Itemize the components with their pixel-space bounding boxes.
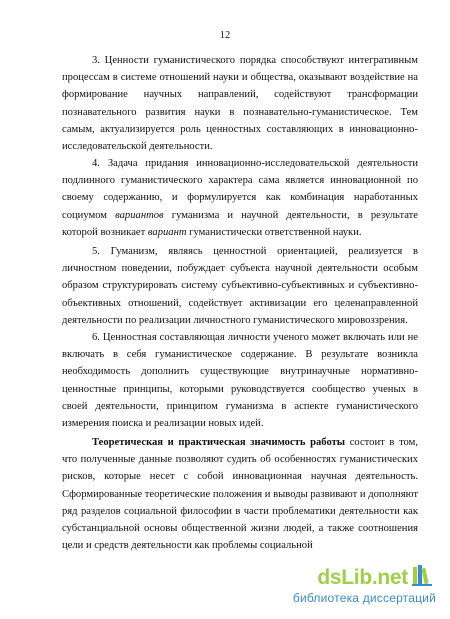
watermark-name: dsLib.net: [317, 565, 408, 589]
page-number: 12: [219, 30, 231, 41]
paragraph-4-italic-variant: вариант: [147, 226, 187, 238]
book-stack-icon: [410, 562, 436, 593]
paragraph-4-italic-variants: вариантов: [115, 209, 164, 221]
significance-text: состоит в том, что полученные данные позволяют судить об особенностях гуманистических рисков, которые несет с собой инновационная научная деятельность. Сформированные теоретические положения и выводы развивают и дополняют ряд разделов социальной философии в части проблематики деятельности как субстанциальной основы общественной жизни людей, а также соотношения цели и средств деятельности как проблемы социальной: [62, 437, 418, 552]
paragraph-4-part-c: гуманизма и научной деятельности, в результате которой возникает: [62, 209, 418, 238]
paragraph-5: 5. Гуманизм, являясь ценностной ориентацией, реализуется в личностном поведении, побуждает субъекта научной деятельности особым образом структурировать систему субъективно-субъективных и субъективно-объективных отношений, содействует активизации его целенаправленной деятельности по реализации личностного гуманистического мировоззрения.: [62, 246, 418, 326]
paragraph-6: 6. Ценностная составляющая личности ученого может включать или не включать в себя гуманистическое содержание. В результате возникла необходимость дополнить существующие внутринаучные нормативно-ценностные принципы, которыми руководствуется сообщество ученых в своей деятельности, принципом гуманизма в аспекте гуманистического измерения поиска и реализации новых идей.: [62, 332, 418, 430]
watermark-subtitle: библиотека диссертаций: [292, 591, 436, 605]
paragraph-4-part-e: гуманистически ответственной науки.: [186, 226, 362, 238]
paragraph-3: 3. Ценности гуманистического порядка способствуют интегративным процессам в системе отношений науки и общества, оказывают воздействие на формирование научных направлений, содействуют трансформации познавательного развития науки в познавательно-гуманистическое. Тем самым, актуализируется роль ценностных составляющих в инновационно-исследовательской деятельности.: [62, 55, 418, 153]
paragraph-4: [62, 155, 418, 241]
dslib-watermark[interactable]: [293, 562, 436, 605]
significance-heading: Теоретическая и практическая значимость работы: [92, 437, 346, 448]
paragraph-4-part-a: 4. Задача придания инновационно-исследовательской деятельности подлинного гуманистического характера сама является инновационной по своему содержанию, и формулируется как комбинация наработанных социумом: [62, 158, 418, 221]
paragraph-significance: [62, 434, 418, 554]
